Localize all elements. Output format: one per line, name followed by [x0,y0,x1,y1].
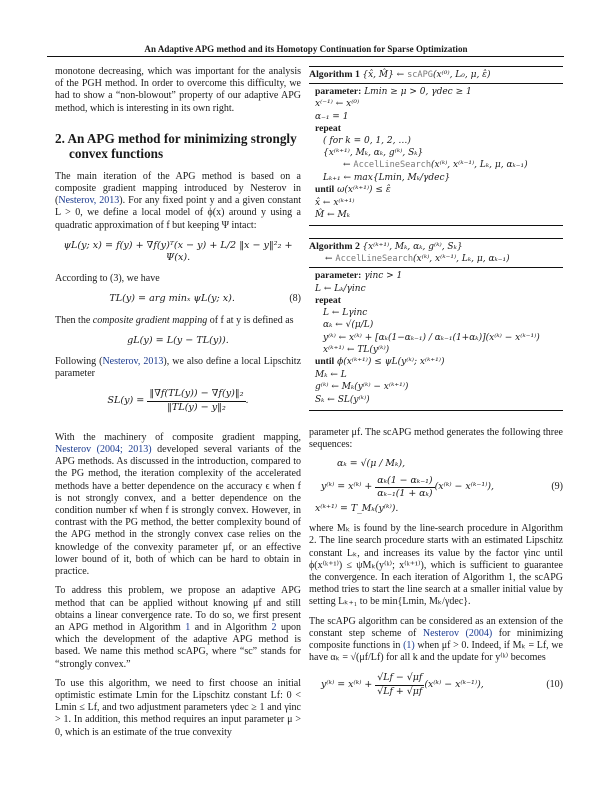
algorithm-math: ω(x⁽ᵏ⁺¹⁾) ≤ ε̂ [334,185,391,196]
right-column [309,66,563,706]
algorithm-keyword: until [315,184,335,196]
citation-link[interactable]: (2004; 2013) [96,444,152,456]
section-title-line2: convex functions [69,145,164,161]
paragraph-machinery [55,432,301,578]
algorithm-line [315,172,563,184]
algorithm-signature-cont: ← AccelLineSearch(x⁽ᵏ⁾, x⁽ᵏ⁻¹⁾, Lₖ, μ, αₖ₋₁) [325,254,510,265]
numerator: αₖ(1 − αₖ₋₁) [375,475,434,488]
algorithm-math: M̂ ← Mₖ [315,210,350,221]
paragraph-address-problem [55,585,301,670]
algorithm-ref-link[interactable]: 1 [185,621,191,633]
algorithm-math: Lmin ≥ μ > 0, γdec ≥ 1 [361,87,472,97]
equation-lhs: y⁽ᵏ⁾ = x⁽ᵏ⁾ + [321,481,373,493]
algorithm-keyword: until [315,356,335,368]
section-heading [55,131,301,161]
section-number: 2. [55,130,65,146]
paragraph-intro-end: monotone decreasing, which was important for the analysis of the PGH method. In order to overcome this difficulty, we had to show a “non-blowout” property of our adaptive APG method, which is interesting in its own right. [55,66,301,114]
equation-tail: (x⁽ᵏ⁾ − x⁽ᵏ⁻¹⁾), [424,678,484,690]
emphasis: composite gradient mapping [92,314,208,326]
algorithm-line [315,332,563,344]
algorithm-line [315,98,563,110]
procedure-name: AccelLineSearch [353,160,432,171]
fraction [147,388,245,413]
text: To address this problem, we propose an adaptive APG method that can be applied without knowing μf and still obtains a linear convergence rate. To do so, we first present an APG method in Algorithm [55,585,301,633]
algorithm-line [315,159,563,171]
text: ), we also define a local Lipschitz parameter [55,356,302,380]
algorithm-2 [309,238,563,410]
equation-lhs: αₖ = [337,458,358,470]
citation-link[interactable]: Nesterov [422,627,459,639]
equation-9 [309,458,563,515]
text: Then the [55,314,93,326]
text: Following ( [55,356,103,368]
algorithm-line [315,197,563,209]
algorithm-label: Algorithm 1 [309,69,360,80]
algorithm-line [315,283,563,295]
algorithm-keyword: repeat [315,295,341,307]
text: ). For any fixed point y and a given constant L > 0, we define a local model of ϕ(x) around y using a quadratic approximation of f but keeping Ψ intact: [55,195,301,231]
paragraph-lipschitz [55,356,301,380]
text: upon which the development of the adaptive APG method is based. We name this method scAPG, where “sc” stands for “strongly convex.” [55,621,301,670]
equation-body: gL(y) = L(y − TL(y)). [127,334,229,346]
left-column [55,66,301,746]
equation-number: (8) [289,293,301,305]
algorithm-math: ← [343,160,354,171]
algorithm-keyword: parameter: [315,86,362,97]
fraction [375,475,434,500]
paragraph-extension [309,616,563,665]
equation-psi [55,240,301,264]
algorithm-2-title [309,239,563,268]
algorithm-line [315,111,563,123]
algorithm-math: αₖ ← √(μ/L) [323,320,374,331]
equation-body: TL(y) = arg minₓ ψL(y; x). [109,293,235,305]
procedure-name: scAPG [407,70,433,80]
equation-number: (10) [546,678,563,690]
denominator: ‖TL(y) − y‖₂ [167,401,226,413]
paragraph-according: According to (3), we have [55,273,160,285]
algorithm-line [315,135,563,147]
eq9-line2 [309,475,563,500]
text: of f at y is defined as [207,314,294,326]
citation-link[interactable]: Nesterov [55,444,92,456]
citation-link[interactable]: Nesterov, 2013 [102,356,164,368]
algorithm-line [315,147,563,159]
citation-link[interactable]: (2004) [465,627,493,639]
text: developed several variants of the APG methods. As discussed in the introduction, compared to the PG method, the iteration complexity of the accelerated methods have a better dependence on the accuracy ϵ when f is not strongly convex, and a better dependence on the condition number κf when f is strongly convex. However, in contrast with the PG method, the better complexity bound of the APG method in the strongly convex case relies on the knowledge of the convexity parameter μf, or an effective lower bound of it, both of which can be hard to obtain in practice. [55,444,301,578]
paragraph-main-iteration [55,171,301,232]
algorithm-line [315,270,563,282]
eq9-line1 [309,458,563,470]
algorithm-signature: {x̂, M̂} ← scAPG(x⁽⁰⁾, L₀, μ, ε̂) [362,70,491,80]
algorithm-math: Lₖ₊₁ ← max{Lmin, Mₖ/γdec} [323,172,451,183]
header-rule [47,56,564,57]
numerator: ‖∇f(TL(y)) − ∇f(y)‖₂ [147,388,245,401]
algorithm-line [315,344,563,356]
text: The main iteration of the APG method is based on a composite gradient mapping introduced by Nesterov in ( [55,170,301,207]
equation-g [55,335,301,347]
text: and in Algorithm [190,621,272,633]
algorithm-line [315,394,563,406]
paragraph-use-algorithm: To use this algorithm, we need to first choose an initial optimistic estimate Lmin for the Lipschitz constant Lf: 0 < Lmin ≤ Lf, and two adjustment parameters γdec ≥ 1 and γinc > 1. In addition, this method requires an input parameter μ > 0, which is an estimate of the true convexity [55,677,301,738]
algorithm-math: Sₖ ← SL(y⁽ᵏ⁾) [315,394,370,405]
equation-s [55,388,301,413]
algorithm-math: x⁽⁻¹⁾ ← x⁽⁰⁾ [315,99,360,110]
equation-body: SL(y) = $\frac{\text{‖∇f(TL(y)) − ∇f(y)‖₂}}{\text{‖TL(y) − y‖₂}}$ . [107,388,249,413]
text: With the machinery of composite gradient mapping, [55,431,301,443]
equation-ref-link[interactable]: (1) [403,639,415,651]
numerator: √Lf − √μf [375,672,424,685]
algorithm-math: L ← Lₖ/γinc [315,283,366,294]
algorithm-math: x̂ ← x⁽ᵏ⁺¹⁾ [315,197,355,208]
denominator: αₖ₋₁(1 + αₖ) [377,487,433,499]
algorithm-math: (x⁽ᵏ⁾, x⁽ᵏ⁻¹⁾, Lₖ, μ, αₖ₋₁) [431,160,528,171]
algorithm-ref-link[interactable]: 2 [271,621,277,633]
algorithm-2-body [309,268,563,410]
text: for minimizing composite functions in [309,627,563,651]
citation-link[interactable]: Nesterov, 2013 [58,195,120,207]
running-head: An Adaptive APG method and its Homotopy Continuation for Sparse Optimization [144,44,468,54]
algorithm-math: L ← Lγinc [323,307,368,318]
denominator: √Lf + √μf [377,685,423,697]
algorithm-math: y⁽ᵏ⁾ ← x⁽ᵏ⁾ + [αₖ(1−αₖ₋₁) / αₖ₋₁(1+αₖ)](x⁽ᵏ⁾ − x⁽ᵏ⁻¹⁾) [323,332,540,343]
algorithm-signature: {x⁽ᵏ⁺¹⁾, Mₖ, αₖ, g⁽ᵏ⁾, Sₖ} [362,242,463,253]
algorithm-line [315,307,563,319]
equation-10 [309,672,563,697]
equation-tail: (x⁽ᵏ⁾ − x⁽ᵏ⁻¹⁾), [434,481,495,493]
section-title-line1: An APG method for minimizing strongly [67,130,297,146]
algorithm-line [315,369,563,381]
paragraph-sequences: parameter μf. The scAPG method generates the following three sequences: [309,426,563,451]
algorithm-1-title [309,67,563,84]
paragraph-composite-mapping [55,315,301,327]
algorithm-math: ( for k = 0, 1, 2, …) [323,135,411,146]
equation-number: (9) [551,481,563,493]
algorithm-math: ϕ(x⁽ᵏ⁺¹⁾) ≤ ψL(y⁽ᵏ⁾; x⁽ᵏ⁺¹⁾) [334,357,445,368]
algorithm-math: Mₖ ← L [315,369,347,380]
algorithm-line [315,319,563,331]
algorithm-1-body [309,84,563,226]
algorithm-1 [309,66,563,226]
algorithm-math: α₋₁ = 1 [315,111,349,122]
equation-8 [55,293,301,305]
paragraph-line-search: where Mₖ is found by the line-search procedure in Algorithm 2. The line search procedure starts with an estimated Lipschitz constant Lₖ, and increases its value by the factor γinc until ϕ(x⁽ᵏ⁺¹⁾) ≤ ψMₖ(y⁽ᵏ⁾; x⁽ᵏ⁺¹⁾), which is sufficient to guarantee the convergence. In each iteration of Algorithm 1, the scAPG method tries to start the line search at a smaller initial value by setting Lₖ₊₁ to be min{Lmin, Mₖ/γdec}. [309,523,563,608]
text: The scAPG algorithm can be considered as an extension of the constant step scheme of [309,615,563,639]
algorithm-math: g⁽ᵏ⁾ ← Mₖ(y⁽ᵏ⁾ − x⁽ᵏ⁺¹⁾) [315,382,409,393]
text: when μf > 0. Indeed, if Mₖ = Lf, we have αₖ = √(μf/Lf) for all k and the update for y⁽ᵏ⁾ becomes [309,639,563,664]
algorithm-keyword: repeat [315,123,341,135]
algorithm-line [315,184,563,196]
algorithm-keyword: parameter: [315,270,362,282]
algorithm-line [315,295,563,306]
algorithm-line [315,381,563,393]
equation-lhs: y⁽ᵏ⁾ = x⁽ᵏ⁾ + [321,678,373,690]
algorithm-line [315,123,563,134]
eq9-line3: x⁽ᵏ⁺¹⁾ = T_Mₖ(y⁽ᵏ⁾). [315,502,399,514]
equation-rhs: √(μ / Mₖ), [360,458,406,470]
algorithm-math: γinc > 1 [361,271,403,282]
procedure-name: AccelLineSearch [335,254,414,265]
algorithm-label: Algorithm 2 [309,241,360,253]
equation-body: ψL(y; x) = f(y) + ∇f(y)ᵀ(x − y) + L/2 ‖x − y‖²₂ + Ψ(x). [63,239,293,264]
algorithm-line [315,86,563,98]
algorithm-math: {x⁽ᵏ⁺¹⁾, Mₖ, αₖ, g⁽ᵏ⁾, Sₖ} [323,148,424,159]
equation-lhs: SL(y) = [107,395,145,407]
algorithm-line [315,356,563,368]
fraction [375,672,424,697]
algorithm-line [315,209,563,221]
algorithm-math: x⁽ᵏ⁺¹⁾ ← TL(y⁽ᵏ⁾) [323,344,390,355]
